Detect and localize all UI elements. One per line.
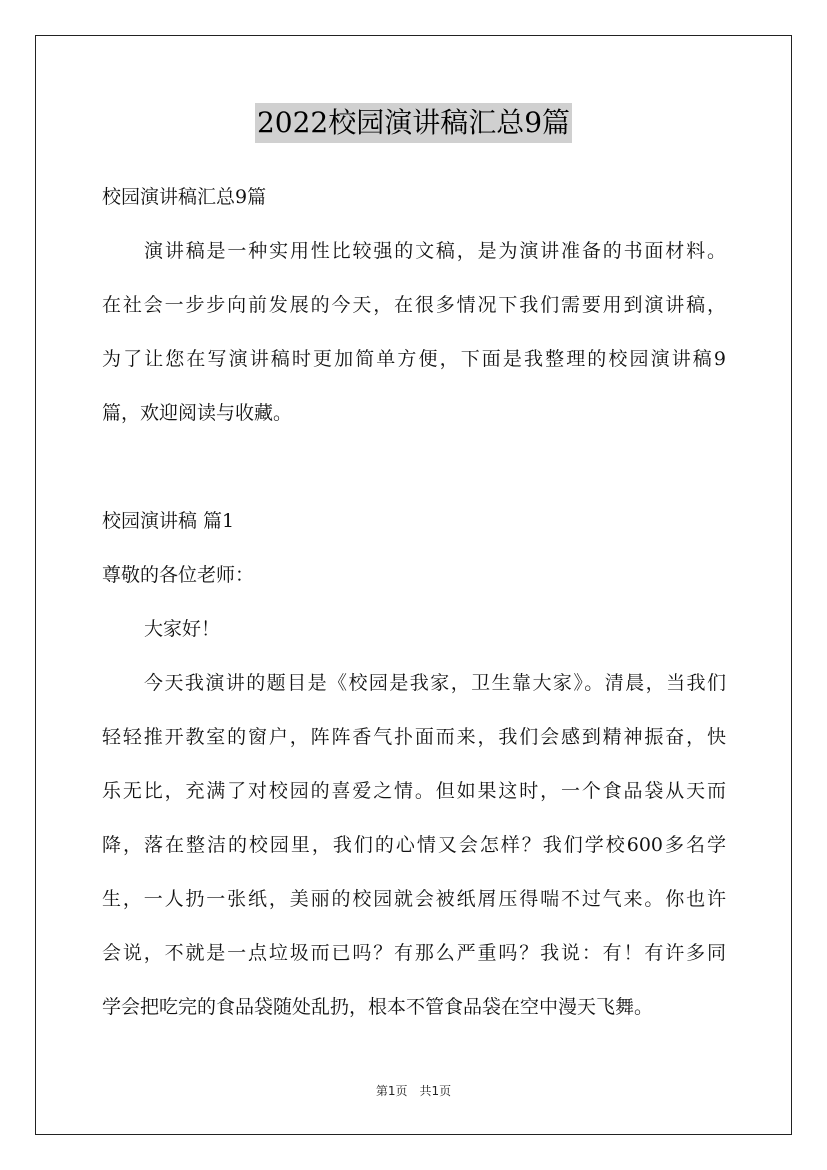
section-heading: 校园演讲稿 篇1: [102, 510, 235, 532]
page-number-label: 第1页 共1页: [375, 1084, 452, 1098]
salutation: 尊敬的各位老师：: [102, 564, 255, 586]
greeting: 大家好！: [144, 618, 221, 640]
document-body: [102, 170, 726, 1034]
document-subtitle: 校园演讲稿汇总9篇: [102, 186, 267, 208]
body-line-5: 生，一人扔一张纸，美丽的校园就会被纸屑压得喘不过气来。你也许: [102, 888, 726, 910]
section-spacer: [102, 440, 726, 494]
intro-line-1: 演讲稿是一种实用性比较强的文稿，是为演讲准备的书面材料。: [144, 240, 726, 262]
page-footer: [0, 1082, 827, 1099]
intro-line-4: 篇，欢迎阅读与收藏。: [102, 402, 293, 424]
body-line-2: 轻轻推开教室的窗户，阵阵香气扑面而来，我们会感到精神振奋，快: [102, 726, 726, 748]
body-line-3: 乐无比，充满了对校园的喜爱之情。但如果这时，一个食品袋从天而: [102, 780, 726, 802]
body-line-7: 学会把吃完的食品袋随处乱扔，根本不管食品袋在空中漫天飞舞。: [102, 996, 654, 1018]
body-line-1: 今天我演讲的题目是《校园是我家，卫生靠大家》。清晨，当我们: [144, 672, 726, 694]
intro-line-3: 为了让您在写演讲稿时更加简单方便，下面是我整理的校园演讲稿9: [102, 348, 726, 370]
title-wrap: [0, 103, 827, 143]
intro-line-2: 在社会一步步向前发展的今天，在很多情况下我们需要用到演讲稿，: [102, 294, 726, 316]
body-line-4: 降，落在整洁的校园里，我们的心情又会怎样？我们学校600多名学: [102, 834, 726, 856]
document-title: 2022校园演讲稿汇总9篇: [255, 103, 572, 143]
body-line-6: 会说，不就是一点垃圾而已吗？有那么严重吗？我说：有！有许多同: [102, 942, 726, 964]
